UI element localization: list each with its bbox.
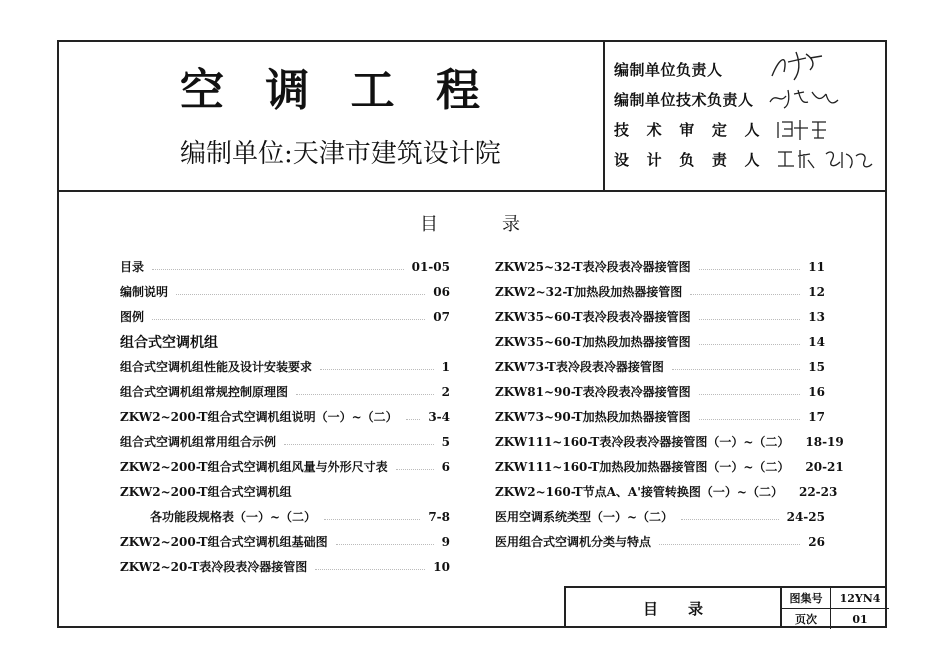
toc-entry-page: 22-23: [798, 484, 838, 499]
leader-dots: [406, 419, 421, 420]
signature-row: [614, 144, 884, 174]
toc-entry-title: ZKW2~20-T表冷段表冷器接管图: [120, 560, 308, 574]
toc-entry[interactable]: [495, 254, 825, 279]
heading-char: 录: [502, 214, 520, 235]
signature-label: 编制单位技术负责人: [614, 90, 754, 109]
leader-dots: [699, 419, 801, 420]
toc-entry-page: 15: [808, 359, 825, 374]
page-number-value: 01: [852, 612, 868, 626]
toc-entry-page: 5: [441, 434, 450, 449]
title-block-char: 录: [688, 599, 704, 618]
title-block: [564, 586, 887, 628]
toc-entry-page: 16: [808, 384, 825, 399]
toc-entry-page: 13: [808, 309, 825, 324]
toc-entry-title: ZKW25~32-T表冷段表冷器接管图: [495, 260, 691, 274]
label-char: 技: [614, 120, 630, 139]
toc-entry-page: 01-05: [411, 259, 450, 274]
contents-heading: [420, 210, 520, 236]
leader-dots: [699, 344, 801, 345]
leader-dots: [672, 369, 800, 370]
handwritten-signature: [766, 48, 826, 82]
toc-entry-page: 07: [433, 309, 450, 324]
contents-right-column: [495, 254, 844, 554]
label-char: 计: [646, 150, 663, 169]
toc-entry[interactable]: [120, 504, 450, 529]
title-block-cells: [780, 588, 889, 628]
toc-entry[interactable]: [120, 279, 450, 304]
signature-row: [614, 84, 884, 114]
toc-entry[interactable]: [495, 404, 825, 429]
title-block-char: 目: [642, 599, 658, 618]
signature-row: [614, 54, 884, 84]
toc-section-heading: [120, 329, 450, 354]
page-number-label: 页次: [782, 609, 831, 629]
leader-dots: [659, 544, 800, 545]
leader-dots: [699, 319, 801, 320]
leader-dots: [699, 394, 801, 395]
toc-entry-page: 24-25: [786, 509, 825, 524]
toc-entry-title: ZKW111~160-T表冷段表冷器接管图（一）~（二）: [495, 435, 790, 449]
label-char: 人: [744, 150, 760, 169]
atlas-number-label: 图集号: [782, 588, 831, 608]
toc-entry-page: 20-21: [805, 459, 844, 474]
toc-entry[interactable]: [495, 329, 825, 354]
leader-dots: [320, 369, 434, 370]
toc-entry[interactable]: [495, 279, 825, 304]
toc-entry-title: 组合式空调机组性能及设计安装要求: [120, 360, 313, 374]
label-char: 人: [744, 120, 760, 139]
toc-entry-title: ZKW35~60-T加热段加热器接管图: [495, 335, 691, 349]
toc-entry-page: 11: [808, 259, 825, 274]
toc-entry[interactable]: [120, 404, 450, 429]
leader-dots: [324, 519, 420, 520]
title-block-name: [566, 588, 780, 628]
toc-entry-page: 06: [433, 284, 450, 299]
leader-dots: [176, 294, 425, 295]
page-title: [180, 60, 480, 116]
leader-dots: [690, 294, 800, 295]
atlas-number-value: 12YN4: [839, 591, 881, 605]
toc-entry-title: 医用空调系统类型（一）~（二）: [495, 510, 674, 524]
toc-entry-title: ZKW2~200-T组合式空调机组: [120, 485, 292, 499]
toc-entry-page: 18-19: [805, 434, 844, 449]
toc-entry[interactable]: [120, 454, 450, 479]
signature-block: [614, 54, 884, 174]
toc-entry-title: 各功能段规格表（一）~（二）: [150, 510, 317, 524]
toc-entry[interactable]: [495, 429, 844, 454]
toc-entry-title: 目录: [120, 260, 145, 274]
compiling-unit: 编制单位:天津市建筑设计院: [180, 139, 501, 169]
leader-dots: [336, 544, 434, 545]
label-char: 设: [614, 150, 630, 169]
toc-entry-page: 12: [808, 284, 825, 299]
toc-entry[interactable]: [120, 379, 450, 404]
toc-entry-title: ZKW35~60-T表冷段表冷器接管图: [495, 310, 691, 324]
toc-entry[interactable]: [495, 379, 825, 404]
label-char: 审: [679, 120, 695, 139]
toc-entry[interactable]: [120, 254, 450, 279]
leader-dots: [152, 269, 404, 270]
handwritten-signature: [774, 116, 829, 142]
leader-dots: [296, 394, 434, 395]
toc-entry[interactable]: [495, 304, 825, 329]
toc-entry[interactable]: [120, 354, 450, 379]
label-char: 责: [711, 150, 728, 169]
toc-entry-page: 1: [441, 359, 450, 374]
leader-dots: [396, 469, 434, 470]
toc-entry[interactable]: [120, 429, 450, 454]
leader-dots: [699, 269, 801, 270]
toc-entry-title: ZKW2~200-T组合式空调机组说明（一）~（二）: [120, 410, 398, 424]
handwritten-signature: [774, 146, 874, 172]
signature-row: [614, 114, 884, 144]
toc-entry-title: ZKW81~90-T表冷段表冷器接管图: [495, 385, 691, 399]
signature-label: [614, 119, 760, 140]
atlas-number-row: [782, 588, 889, 608]
toc-entry-page: 14: [808, 334, 825, 349]
toc-entry-title: 组合式空调机组常用组合示例: [120, 435, 277, 449]
label-char: 定: [711, 120, 728, 139]
leader-dots: [315, 569, 425, 570]
toc-entry[interactable]: [120, 304, 450, 329]
toc-entry-title: 图例: [120, 310, 145, 324]
toc-entry-page: 10: [433, 559, 450, 574]
toc-entry-page: 7-8: [428, 509, 450, 524]
toc-entry-title: ZKW73-T表冷段表冷器接管图: [495, 360, 664, 374]
toc-entry[interactable]: [120, 554, 450, 579]
toc-entry-title: 医用组合式空调机分类与特点: [495, 535, 652, 549]
toc-entry[interactable]: [495, 529, 825, 554]
title-char: 空: [180, 65, 224, 116]
signature-label: 编制单位负责人: [614, 60, 723, 79]
title-char: 工: [350, 65, 395, 116]
toc-entry-title: ZKW2~32-T加热段加热器接管图: [495, 285, 683, 299]
toc-entry-title: ZKW73~90-T加热段加热器接管图: [495, 410, 691, 424]
header-horizontal-divider: [57, 190, 887, 192]
toc-section-title: 组合式空调机组: [120, 334, 218, 351]
page-number-row: [782, 608, 889, 629]
leader-dots: [284, 444, 434, 445]
label-char: 术: [646, 120, 663, 139]
label-char: 负: [679, 150, 695, 169]
toc-entry-page: 3-4: [428, 409, 450, 424]
toc-entry-page: 26: [808, 534, 825, 549]
toc-entry-title: ZKW2~200-T组合式空调机组风量与外形尺寸表: [120, 460, 388, 474]
contents-left-column: [120, 254, 450, 579]
toc-entry-title: ZKW2~200-T组合式空调机组基础图: [120, 535, 328, 549]
title-char: 程: [435, 65, 480, 116]
toc-entry[interactable]: [495, 504, 825, 529]
toc-entry-page: 9: [441, 534, 450, 549]
leader-dots: [152, 319, 425, 320]
toc-entry[interactable]: [495, 354, 825, 379]
toc-entry[interactable]: [120, 479, 450, 504]
toc-entry-title: 组合式空调机组常规控制原理图: [120, 385, 289, 399]
toc-entry[interactable]: [495, 479, 838, 504]
leader-dots: [681, 519, 779, 520]
toc-entry-title: ZKW111~160-T加热段加热器接管图（一）~（二）: [495, 460, 790, 474]
toc-entry-title: 编制说明: [120, 285, 169, 299]
title-char: 调: [265, 65, 310, 116]
toc-entry-page: 17: [808, 409, 825, 424]
toc-entry-page: 2: [441, 384, 450, 399]
handwritten-signature: [766, 84, 841, 112]
toc-entry[interactable]: [495, 454, 844, 479]
heading-char: 目: [420, 214, 438, 235]
signature-label: [614, 149, 760, 170]
toc-entry[interactable]: [120, 529, 450, 554]
toc-entry-title: ZKW2~160-T节点A、A'接管转换图（一）~（二）: [495, 485, 783, 499]
toc-entry-page: 6: [441, 459, 450, 474]
header-vertical-divider: [603, 40, 605, 190]
